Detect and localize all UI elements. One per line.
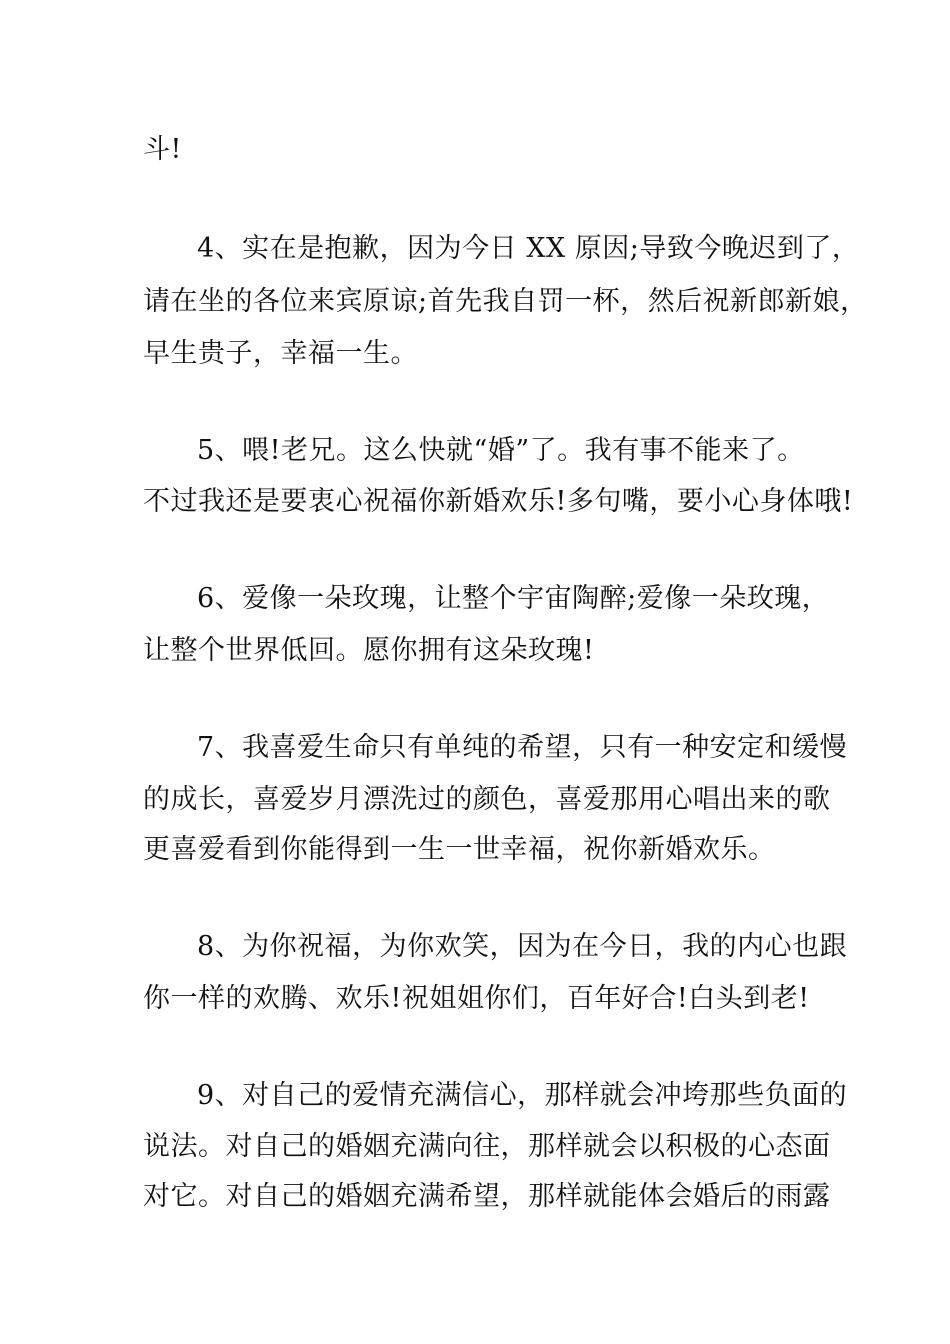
paragraph-9-line-2: 说法。对自己的婚姻充满向往，那样就会以积极的心态面 [143, 1131, 831, 1162]
paragraph-5-line-1: 5、喂!老兄。这么快就“婚”了。我有事不能来了。 [197, 435, 805, 466]
paragraph-7-line-3: 更喜爱看到你能得到一生一世幸福，祝你新婚欢乐。 [143, 834, 776, 865]
paragraph-4-line-1: 4、实在是抱歉，因为今日 XX 原因;导致今晚迟到了， [197, 233, 860, 264]
paragraph-7-line-1: 7、我喜爱生命只有单纯的希望，只有一种安定和缓慢 [197, 732, 848, 763]
paragraph-5-line-2: 不过我还是要衷心祝福你新婚欢乐!多句嘴，要小心身体哦! [143, 486, 854, 517]
paragraph-4-line-2: 请在坐的各位来宾原谅;首先我自罚一杯，然后祝新郎新娘， [143, 286, 868, 317]
paragraph-fragment-line-1: 斗! [143, 134, 182, 165]
paragraph-6-line-1: 6、爱像一朵玫瑰，让整个宇宙陶醉;爱像一朵玫瑰， [197, 583, 830, 614]
paragraph-9-line-3: 对它。对自己的婚姻充满希望，那样就能体会婚后的雨露 [143, 1181, 831, 1212]
paragraph-8-line-2: 你一样的欢腾、欢乐!祝姐姐你们，百年好合!白头到老! [143, 983, 810, 1014]
paragraph-9-line-1: 9、对自己的爱情充满信心，那样就会冲垮那些负面的 [197, 1080, 848, 1111]
paragraph-6-line-2: 让整个世界低回。愿你拥有这朵玫瑰! [143, 635, 595, 666]
paragraph-4-line-3: 早生贵子，幸福一生。 [143, 338, 418, 369]
paragraph-7-line-2: 的成长，喜爱岁月漂洗过的颜色，喜爱那用心唱出来的歌 [143, 784, 831, 815]
paragraph-8-line-1: 8、为你祝福，为你欢笑，因为在今日，我的内心也跟 [197, 931, 848, 962]
